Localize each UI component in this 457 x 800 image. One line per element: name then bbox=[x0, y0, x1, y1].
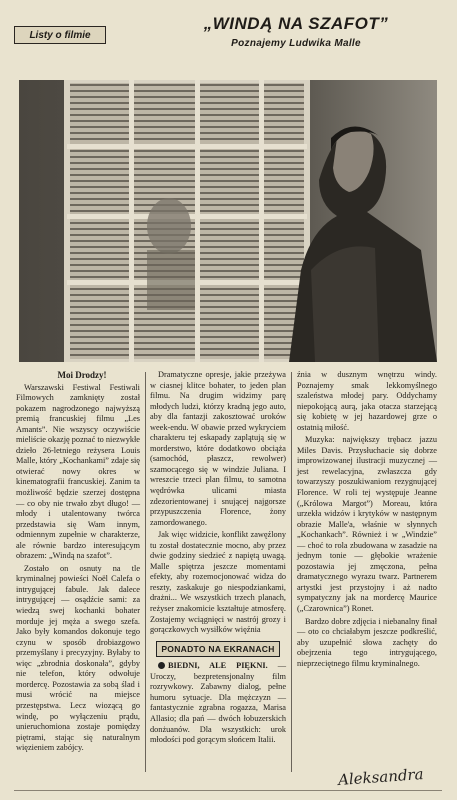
section-rubric: Listy o filmie bbox=[14, 26, 106, 44]
salutation-heading: Moi Drodzy! bbox=[57, 370, 107, 380]
article-title: „WINDĄ NA SZAFOT” bbox=[203, 14, 389, 33]
film-still-photo bbox=[19, 80, 437, 362]
paragraph: Zostało on osnuty na tle kryminalnej powieści Noël Calefa o intrygującej fabule. Jak dalece intrygującej — osądźcie sami: za wiedzą swej kochanki bohater morduje jej męża a swego szefa. Jako były komandos dokonuje tego czynu w sposób drobiazgowo przemyślany i precyzyjny. Byłaby to więc „zbrodnia doskonała”, gdyby nie telefon, który odwołuje mordercę. Pozostawia za sobą ślad i musi wrócić na miejsce przestępstwa. Lecz wiozącą go windę, po wyłączeniu prądu, unieruchomiona zostaje pomiędzy piętrami, stając się naturalnym więzieniem zabójcy. bbox=[16, 563, 140, 753]
paragraph: Bardzo dobre zdjęcia i niebanalny finał — oto co chciałabym jeszcze podkreślić, aby uzupełnić słowa zachęty do obejrzenia tego intrygującego, nieprzeciętnego filmu kryminalnego. bbox=[297, 616, 437, 668]
bottom-rule bbox=[14, 790, 442, 791]
paragraph: Warszawski Festiwal Festiwali Filmowych zamknięty został pokazem nagrodzonego najwyższą premią francuskiej filmu „Les Amants”. Nie wszyscy oczywiście mieliście okazję poznać to niezwykłe dzieło 26-letniego reżysera Louis Malle, który „Kochankami” zdaje się otwierać nowy okres w kinematografii francuskiej. Zanim ta możliwość będzie szerzej dostępna — co oby nie trwało zbyt długo! — młody i utalentowany twórca przedstawia się Wam innym, odmiennym zupełnie w charakterze, ale równie bardzo interesującym obrazem: „Windą na szafot”. bbox=[16, 382, 140, 561]
article-subtitle: Poznajemy Ludwika Malle bbox=[231, 38, 361, 49]
author-signature: Aleksandra bbox=[337, 765, 425, 789]
article-column-1 bbox=[16, 370, 140, 754]
also-showing-film-title: BIEDNI, ALE PIĘKNI. bbox=[168, 661, 268, 671]
also-showing-entry bbox=[150, 661, 286, 745]
film-still-illustration bbox=[19, 80, 437, 362]
paragraph: źnia w dusznym wnętrzu windy. Poznajemy smak lekkomyślnego szaleństwa młodej pary. Oddychamy niepokojącą aurą, jaka otacza starzejącą się kobietę w jej hazardowej grze o ostatnią miłość. bbox=[297, 370, 437, 432]
bullet-icon bbox=[158, 662, 165, 669]
paragraph: Muzyka: największy trębacz jazzu Miles Davis. Przysłuchacie się dobrze improwizowanej ilustracji muzycznej — jest rewelacyjna, zwłaszcza gdy towarzyszy poszukiwaniom rezygnującej Florence. W roli tej występuje Jeanne („Królowa Margot”) Moreau, która urzekła widzów i krytyków w następnym obrazie Malle'a, właśnie w słynnych „Kochankach”. Również i w „Windzie” — choć to rola zbudowana w zasadzie na jednym tonie — głębokie wrażenie pozostawia jej zmęczona, pełna dramatycznego wyrazu twarz. Partnerem artystki jest przystojny i aż nadto sympatyczny jak na mordercę Maurice („Czarownica”) Ronet. bbox=[297, 435, 437, 614]
also-showing-heading: PONADTO NA EKRANACH bbox=[156, 641, 280, 658]
column-divider bbox=[145, 372, 146, 772]
paragraph: Dramatyczne opresje, jakie przeżywa w ciasnej klitce bohater, to jeden plan filmu. Na drugim widzimy parę młodych ludzi, którzy kradną jego auto, aby dla fantazji zakosztować uroków week-endu. W obawie przed wykryciem charakteru tej eskapady zaplątują się w morderstwo, które dodatkowo obciąża (samochód, płaszcz, rewolwer) szamocącego się w windzie Juliana. I wreszcie trzeci plan filmu, to samotna wędrówka ulicami miasta zdezorientowanej i snującej najgorsze przypuszczenia Florence, żony zamordowanego. bbox=[150, 370, 286, 527]
paragraph: Jak więc widzicie, konflikt zawęźlony tu został dostatecznie mocno, aby przez dwie godziny siedzieć z napiętą uwagą. Malle spiętrza jeszcze momentami efekty, aby rozemocjonować widza do reszty, zaskakuje go niespodziankami, drażni... We wszystkich trzech planach, reżyser znakomicie kształtuje atmosferę. Zostajemy wciągnięci w nastrój grozy i gorączkowych wysiłków więźnia bbox=[150, 530, 286, 635]
article-column-2 bbox=[150, 370, 286, 746]
article-column-3 bbox=[297, 370, 437, 669]
column-divider bbox=[291, 372, 292, 772]
also-showing-review: — Uroczy, bezpretensjonalny film rozrywkowy. Zabawny dialog, pełne humoru sytuacje. Dla mężczyzn — fantastycznie zgrabna rogazza, Marisa Allasio; dla pań — dwóch łobuzerskich donżuanów. Dla wszystkich: urok młodości pod gorącym słońcem Italii. bbox=[150, 661, 286, 745]
